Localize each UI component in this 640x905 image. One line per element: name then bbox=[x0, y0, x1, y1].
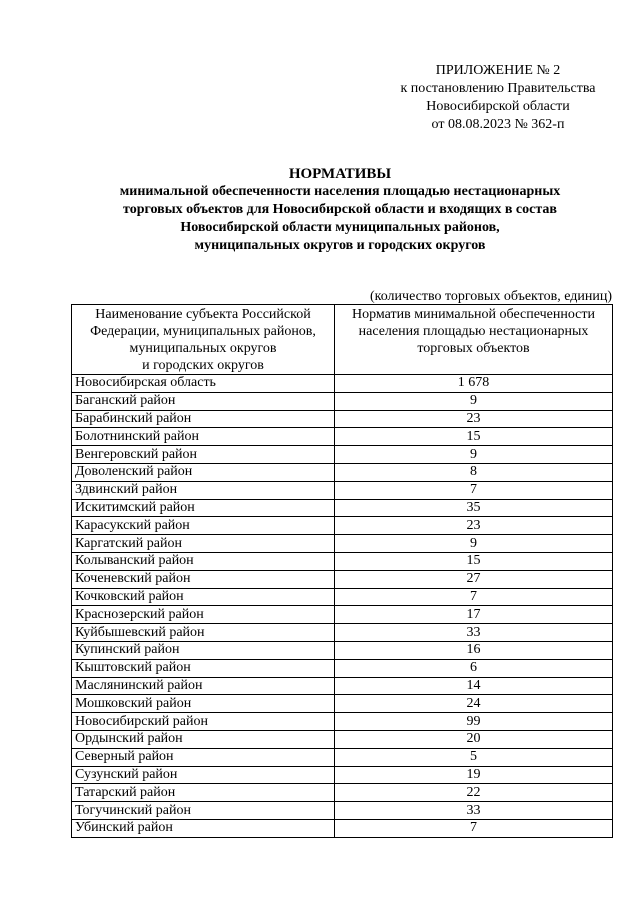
row-name: Колыванский район bbox=[72, 552, 335, 570]
table-row bbox=[72, 392, 613, 410]
row-value: 19 bbox=[335, 766, 613, 784]
table-row bbox=[72, 819, 613, 837]
row-value: 6 bbox=[335, 659, 613, 677]
row-name: Коченевский район bbox=[72, 570, 335, 588]
row-name: Новосибирский район bbox=[72, 713, 335, 731]
table-row bbox=[72, 748, 613, 766]
table-body bbox=[72, 375, 613, 838]
row-name: Северный район bbox=[72, 748, 335, 766]
row-value: 20 bbox=[335, 730, 613, 748]
table-row bbox=[72, 695, 613, 713]
row-name: Барабинский район bbox=[72, 410, 335, 428]
table-row bbox=[72, 730, 613, 748]
table-row bbox=[72, 499, 613, 517]
row-value: 23 bbox=[335, 517, 613, 535]
row-value: 16 bbox=[335, 641, 613, 659]
row-value: 8 bbox=[335, 463, 613, 481]
row-value: 15 bbox=[335, 428, 613, 446]
table-row bbox=[72, 784, 613, 802]
table-row bbox=[72, 552, 613, 570]
row-value: 7 bbox=[335, 588, 613, 606]
row-value: 15 bbox=[335, 552, 613, 570]
row-value: 35 bbox=[335, 499, 613, 517]
row-value: 17 bbox=[335, 606, 613, 624]
row-name: Убинский район bbox=[72, 819, 335, 837]
title-line-4: муниципальных округов и городских округов bbox=[194, 238, 486, 253]
table-row bbox=[72, 677, 613, 695]
title-line-2: торговых объектов для Новосибирской области и входящих в состав bbox=[123, 202, 557, 217]
table-row bbox=[72, 428, 613, 446]
row-value: 22 bbox=[335, 784, 613, 802]
table-row bbox=[72, 463, 613, 481]
table-row bbox=[72, 517, 613, 535]
appendix-region: Новосибирской области bbox=[426, 99, 570, 114]
table-row bbox=[72, 375, 613, 393]
row-name: Баганский район bbox=[72, 392, 335, 410]
units-note: (количество торговых объектов, единиц) bbox=[369, 289, 612, 304]
row-name: Татарский район bbox=[72, 784, 335, 802]
appendix-header bbox=[378, 62, 618, 134]
table-row bbox=[72, 766, 613, 784]
row-name: Болотнинский район bbox=[72, 428, 335, 446]
row-value: 24 bbox=[335, 695, 613, 713]
row-name: Кочковский район bbox=[72, 588, 335, 606]
table-row bbox=[72, 535, 613, 553]
header-norm-value: Норматив минимальной обеспеченности населения площадью нестационарных торговых объектов bbox=[335, 305, 613, 375]
norms-table bbox=[71, 304, 613, 838]
table-row bbox=[72, 641, 613, 659]
row-name: Здвинский район bbox=[72, 481, 335, 499]
row-value: 1 678 bbox=[335, 375, 613, 393]
row-name: Купинский район bbox=[72, 641, 335, 659]
row-name: Карасукский район bbox=[72, 517, 335, 535]
table-row bbox=[72, 659, 613, 677]
table-header-row bbox=[72, 305, 613, 375]
table-row bbox=[72, 481, 613, 499]
row-name: Новосибирская область bbox=[72, 375, 335, 393]
table-row bbox=[72, 570, 613, 588]
table-row bbox=[72, 588, 613, 606]
table-row bbox=[72, 802, 613, 820]
row-name: Краснозерский район bbox=[72, 606, 335, 624]
row-value: 33 bbox=[335, 624, 613, 642]
document-title bbox=[60, 165, 620, 255]
row-value: 9 bbox=[335, 535, 613, 553]
appendix-date: от 08.08.2023 № 362-п bbox=[431, 117, 565, 132]
row-value: 9 bbox=[335, 446, 613, 464]
row-value: 7 bbox=[335, 819, 613, 837]
table-row bbox=[72, 410, 613, 428]
row-name: Куйбышевский район bbox=[72, 624, 335, 642]
row-name: Искитимский район bbox=[72, 499, 335, 517]
title-line-3: Новосибирской области муниципальных районов, bbox=[180, 220, 500, 235]
row-value: 27 bbox=[335, 570, 613, 588]
row-name: Мошковский район bbox=[72, 695, 335, 713]
row-value: 23 bbox=[335, 410, 613, 428]
row-name: Ордынский район bbox=[72, 730, 335, 748]
appendix-resolution: к постановлению Правительства bbox=[400, 81, 596, 96]
row-name: Каргатский район bbox=[72, 535, 335, 553]
header-subject-name: Наименование субъекта Российской Федерации, муниципальных районов, муниципальных округов и городских округов bbox=[72, 305, 335, 375]
row-name: Маслянинский район bbox=[72, 677, 335, 695]
row-value: 7 bbox=[335, 481, 613, 499]
title-line-1: минимальной обеспеченности населения площадью нестационарных bbox=[119, 184, 561, 199]
title-main: НОРМАТИВЫ bbox=[288, 166, 392, 182]
table-row bbox=[72, 624, 613, 642]
row-value: 99 bbox=[335, 713, 613, 731]
row-value: 9 bbox=[335, 392, 613, 410]
table-row bbox=[72, 606, 613, 624]
row-name: Кыштовский район bbox=[72, 659, 335, 677]
appendix-number: ПРИЛОЖЕНИЕ № 2 bbox=[435, 63, 561, 78]
table-row bbox=[72, 446, 613, 464]
row-name: Венгеровский район bbox=[72, 446, 335, 464]
table-row bbox=[72, 713, 613, 731]
row-value: 14 bbox=[335, 677, 613, 695]
row-name: Тогучинский район bbox=[72, 802, 335, 820]
row-name: Доволенский район bbox=[72, 463, 335, 481]
row-name: Сузунский район bbox=[72, 766, 335, 784]
row-value: 33 bbox=[335, 802, 613, 820]
row-value: 5 bbox=[335, 748, 613, 766]
